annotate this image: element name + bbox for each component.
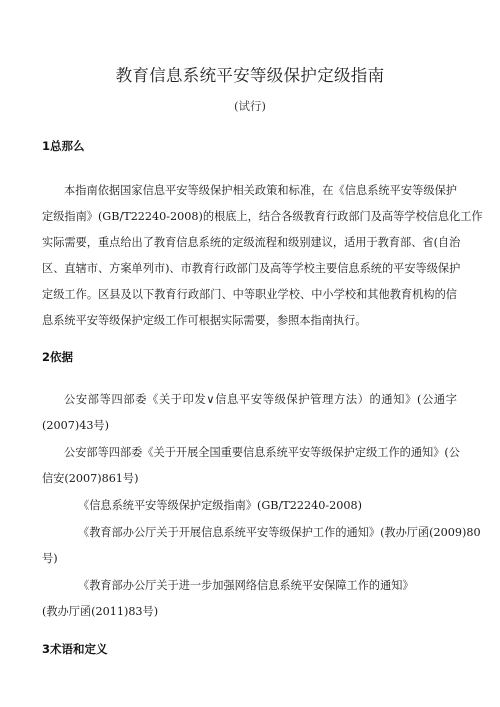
section-heading-terms: 3术语和定义 (42, 642, 108, 656)
reference-item-line: (2007)43号) (42, 419, 109, 432)
paragraph-line: 定级工作。区县及以下教育行政部门、中等职业学校、中小学校和其他教育机构的信 (42, 288, 457, 301)
document-title: 教育信息系统平安等级保护定级指南 (115, 66, 385, 85)
paragraph-line: 息系统平安等级保护定级工作可根据实际需要，参照本指南执行。 (42, 314, 367, 327)
reference-item-line: (教办厅函(2011)83号) (42, 605, 159, 618)
paragraph-line: 定级指南》(GB/T22240-2008)的根底上，结合各级教育行政部门及高等学校信息化工作 (42, 210, 483, 223)
reference-item-line: 信安(2007)861号) (42, 472, 139, 485)
reference-item-line: 《教育部办公厅关于开展信息系统平安等级保护工作的通知》(教办厅函(2009)80 (78, 526, 481, 539)
paragraph-line: 本指南依据国家信息平安等级保护相关政策和标准，在《信息系统平安等级保护 (64, 184, 457, 197)
document-subtitle: (试行) (234, 99, 266, 113)
reference-item-line: 号) (42, 552, 58, 565)
section-heading-basis: 2依据 (42, 350, 74, 364)
reference-item-line: 《信息系统平安等级保护定级指南》(GB/T22240-2008) (78, 499, 362, 512)
paragraph-line: 实际需要，重点给出了教育信息系统的定级流程和级别建议，适用于教育部、省(自治 (42, 236, 461, 249)
reference-item-line: 公安部等四部委《关于印发∨信息平安等级保护管理方法）的通知》(公通字 (64, 393, 457, 406)
paragraph-line: 区、直辖市、方案单列市)、市教育行政部门及高等学校主要信息系统的平安等级保护 (42, 262, 461, 275)
reference-item-line: 公安部等四部委《关于开展全国重要信息系统平安等级保护定级工作的通知》(公 (64, 446, 460, 459)
reference-item-line: 《教育部办公厅关于进一步加强网络信息系统平安保障工作的通知》 (78, 579, 414, 592)
section-heading-general: 1总那么 (42, 139, 85, 153)
